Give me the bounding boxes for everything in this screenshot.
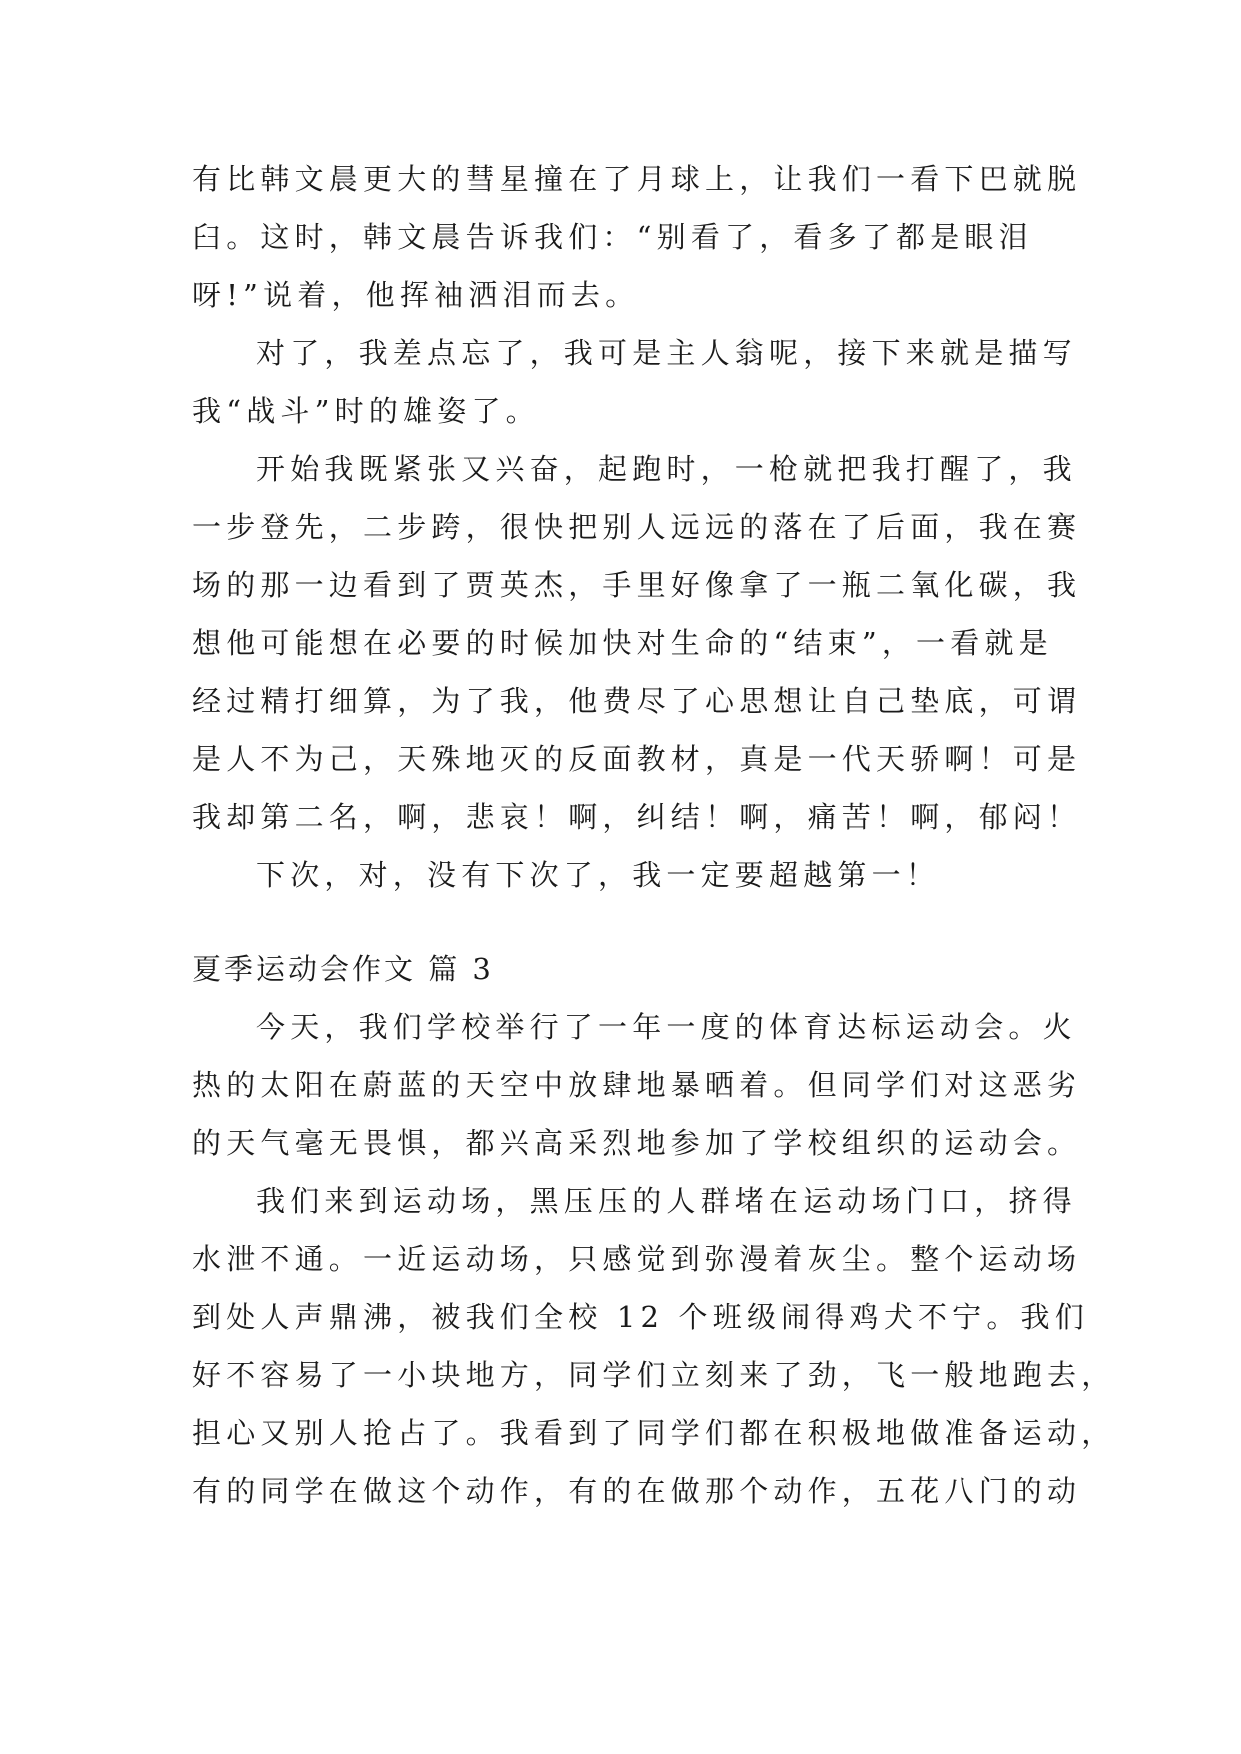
text-line: 我却第二名，啊，悲哀！啊，纠结！啊，痛苦！啊，郁闷！ xyxy=(192,800,1082,834)
text-line: 呀!”说着，他挥袖洒泪而去。 xyxy=(192,278,640,312)
text-line: 想他可能想在必要的时候加快对生命的“结束”，一看就是 xyxy=(192,626,1053,660)
text-line: 今天，我们学校举行了一年一度的体育达标运动会。火 xyxy=(256,1010,1077,1044)
text-line: 开始我既紧张又兴奋，起跑时，一枪就把我打醒了，我 xyxy=(256,452,1077,486)
paragraph xyxy=(192,856,1052,894)
section-title: 夏季运动会作文 篇 3 xyxy=(192,952,494,986)
paragraph xyxy=(192,1008,1082,1162)
text-line: 经过精打细算，为了我，他费尽了心思想让自己垫底，可谓 xyxy=(192,684,1082,718)
paragraph xyxy=(192,450,1082,836)
text-line: 有比韩文晨更大的彗星撞在了月球上，让我们一看下巴就脱 xyxy=(192,162,1082,196)
text-line: 好不容易了一小块地方，同学们立刻来了劲，飞一般地跑去， xyxy=(192,1358,1116,1392)
paragraph xyxy=(192,334,1077,430)
text-line: 下次，对，没有下次了，我一定要超越第一！ xyxy=(256,858,941,892)
text-line: 水泄不通。一近运动场，只感觉到弥漫着灰尘。整个运动场 xyxy=(192,1242,1082,1276)
text-line: 担心又别人抢占了。我看到了同学们都在积极地做准备运动， xyxy=(192,1416,1116,1450)
paragraph xyxy=(192,1182,1116,1510)
text-line: 一步登先，二步跨，很快把别人远远的落在了后面，我在赛 xyxy=(192,510,1082,544)
text-line: 臼。这时，韩文晨告诉我们：“别看了，看多了都是眼泪 xyxy=(192,220,1033,254)
text-line: 到处人声鼎沸，被我们全校 12 个班级闹得鸡犬不宁。我们 xyxy=(192,1300,1089,1334)
text-line: 是人不为己，天殊地灭的反面教材，真是一代天骄啊！可是 xyxy=(192,742,1082,776)
text-line: 有的同学在做这个动作，有的在做那个动作，五花八门的动 xyxy=(192,1474,1082,1508)
text-line: 热的太阳在蔚蓝的天空中放肆地暴晒着。但同学们对这恶劣 xyxy=(192,1068,1082,1102)
text-line: 我“战斗”时的雄姿了。 xyxy=(192,394,540,428)
text-line: 场的那一边看到了贾英杰，手里好像拿了一瓶二氧化碳，我 xyxy=(192,568,1082,602)
paragraph xyxy=(192,160,1082,314)
text-line: 我们来到运动场，黑压压的人群堵在运动场门口，挤得 xyxy=(256,1184,1077,1218)
document-page xyxy=(192,160,1116,1530)
text-line: 的天气毫无畏惧，都兴高采烈地参加了学校组织的运动会。 xyxy=(192,1126,1082,1160)
text-line: 对了，我差点忘了，我可是主人翁呢，接下来就是描写 xyxy=(256,336,1077,370)
